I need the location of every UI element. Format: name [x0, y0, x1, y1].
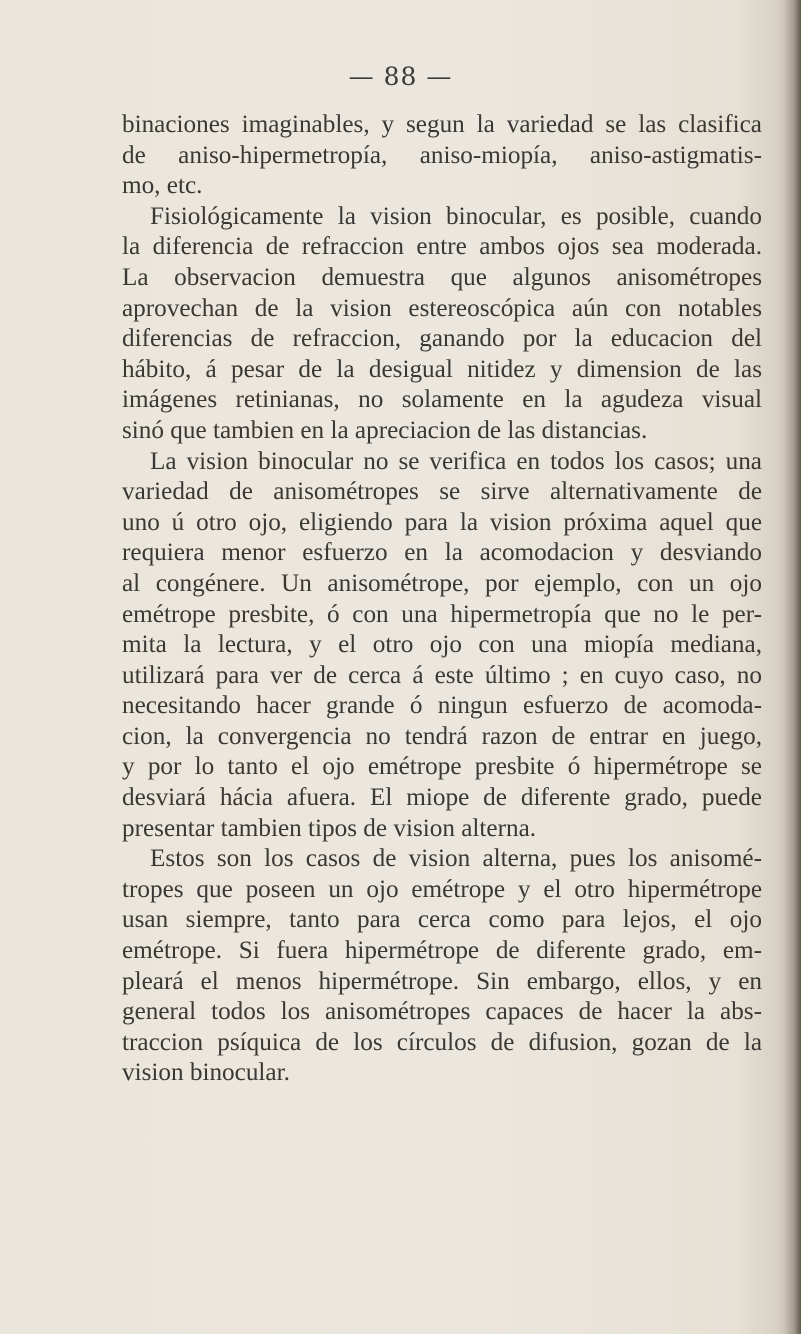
text-line: cion, la convergencia no tendrá razon de entrar en juego,: [122, 722, 762, 750]
text-line: Estos son los casos de vision alterna, pues los anisomé-: [150, 845, 762, 873]
text-line: de aniso-hipermetropía, aniso-miopía, aniso-astigmatis-: [122, 141, 762, 169]
body-text: [122, 110, 762, 1089]
text-line: desviará hácia afuera. El miope de diferente grado, puede: [122, 784, 762, 812]
text-line: La observacion demuestra que algunos anisométropes: [122, 263, 762, 291]
text-line: usan siempre, tanto para cerca como para lejos, el ojo: [122, 906, 762, 934]
page-number: — 88 —: [348, 62, 453, 91]
text-line: binaciones imaginables, y segun la variedad se las clasifica: [122, 111, 762, 138]
text-line: presentar tambien tipos de vision alterna.: [122, 814, 537, 842]
text-line: sinó que tambien en la apreciacion de las distancias.: [122, 416, 648, 444]
text-line: emétrope. Si fuera hipermétrope de diferente grado, em-: [122, 937, 762, 965]
text-line: variedad de anisométropes se sirve alternativamente de: [122, 478, 762, 506]
text-line: hábito, á pesar de la desigual nitidez y dimension de las: [122, 355, 762, 383]
text-line: tropes que poseen un ojo emétrope y el otro hipermétrope: [122, 875, 762, 903]
text-line: traccion psíquica de los círculos de difusion, gozan de la: [122, 1028, 762, 1056]
text-line: requiera menor esfuerzo en la acomodacion y desviando: [122, 539, 762, 567]
text-line: Fisiológicamente la vision binocular, es posible, cuando: [150, 202, 762, 230]
text-line: La vision binocular no se verifica en todos los casos; una: [150, 447, 762, 475]
text-line: al congénere. Un anisométrope, por ejemplo, con un ojo: [122, 569, 762, 597]
text-line: imágenes retinianas, no solamente en la agudeza visual: [122, 386, 762, 414]
text-line: pleará el menos hipermétrope. Sin embargo, ellos, y en: [122, 967, 762, 995]
text-line: vision binocular.: [122, 1059, 290, 1087]
text-line: mita la lectura, y el otro ojo con una miopía mediana,: [122, 631, 762, 659]
text-line: la diferencia de refraccion entre ambos ojos sea moderada.: [122, 233, 762, 261]
text-line: emétrope presbite, ó con una hipermetropía que no le per-: [122, 600, 762, 628]
text-line: aprovechan de la vision estereoscópica aún con notables: [122, 294, 762, 322]
text-line: necesitando hacer grande ó ningun esfuerzo de acomoda-: [122, 692, 762, 720]
text-line: mo, etc.: [122, 172, 203, 200]
text-line: uno ú otro ojo, eligiendo para la vision próxima aquel que: [122, 508, 762, 536]
text-line: diferencias de refraccion, ganando por la educacion del: [122, 325, 762, 353]
text-line: general todos los anisométropes capaces de hacer la abs-: [122, 998, 762, 1026]
page-edge-shadow: [783, 0, 801, 1334]
text-line: y por lo tanto el ojo emétrope presbite ó hipermétrope se: [122, 753, 762, 781]
text-line: utilizará para ver de cerca á este último ; en cuyo caso, no: [122, 661, 762, 689]
